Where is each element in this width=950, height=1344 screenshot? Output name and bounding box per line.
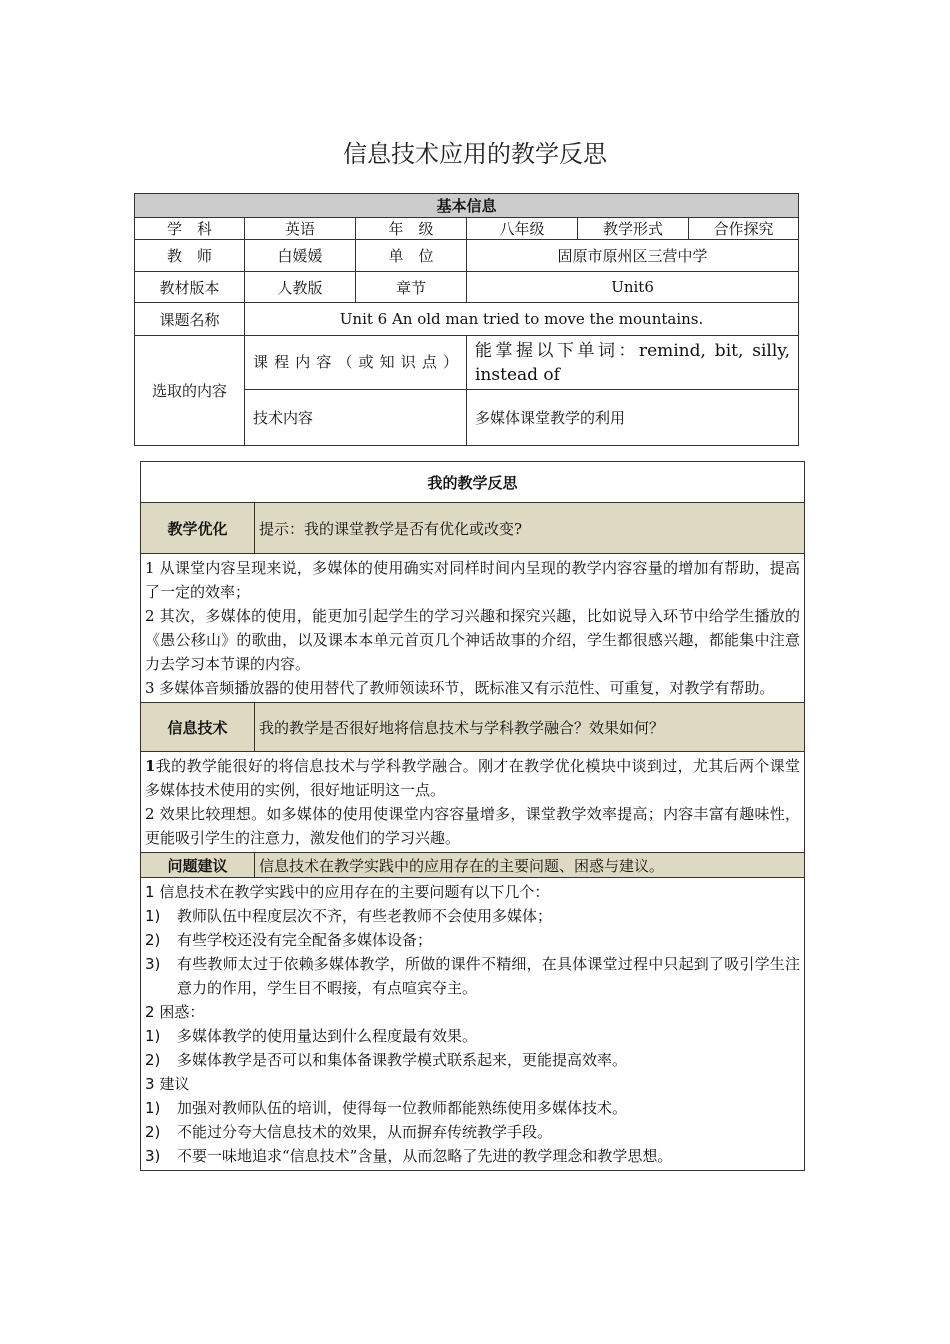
confusion-item <box>145 1048 800 1072</box>
chapter-label: 章节 <box>356 272 467 303</box>
subject-value: 英语 <box>245 218 356 240</box>
topic-label: 课题名称 <box>135 303 245 336</box>
advice-item-number: 1) <box>145 1099 161 1117</box>
course-content-label: 课程内容（或知识点） <box>245 336 467 390</box>
teaching-form-value: 合作探究 <box>689 218 799 240</box>
problem-text: 有些教师太过于依赖多媒体教学，所做的课件不精细，在具体课堂过程中只起到了吸引学生注意力的作用，学生目不暇接，有点喧宾夺主。 <box>177 955 801 997</box>
edition-label: 教材版本 <box>135 272 245 303</box>
advice-item <box>145 1144 800 1168</box>
edition-value: 人教版 <box>245 272 356 303</box>
problem-item <box>145 928 800 952</box>
issues-intro-text: 信息技术在教学实践中的应用存在的主要问题有以下几个： <box>154 883 550 901</box>
advice-heading <box>145 1072 800 1096</box>
issues-intro <box>145 880 800 904</box>
problem-number: 3) <box>145 955 161 973</box>
problem-item <box>145 904 800 928</box>
selected-content-label: 选取的内容 <box>135 336 245 446</box>
unit-label: 单 位 <box>356 240 467 272</box>
advice-item <box>145 1096 800 1120</box>
basic-info-header: 基本信息 <box>135 194 799 218</box>
advice-item <box>145 1120 800 1144</box>
info-tech-paragraph-2: 2 效果比较理想。如多媒体的使用使课堂内容容量增多，课堂教学效率提高；内容丰富有趣味性，更能吸引学生的注意力，激发他们的学习兴趣。 <box>145 805 801 847</box>
advice-item-number: 3) <box>145 1147 161 1165</box>
confusion-heading-text: 困惑： <box>154 1003 205 1021</box>
optimization-prompt: 提示：我的课堂教学是否有优化或改变? <box>255 503 805 554</box>
confusion-item <box>145 1024 800 1048</box>
advice-item-text: 不能过分夸大信息技术的效果，从而摒弃传统教学手段。 <box>177 1123 553 1141</box>
tech-content-value: 多媒体课堂教学的利用 <box>467 390 799 446</box>
unit-value: 固原市原州区三营中学 <box>467 240 799 272</box>
teacher-label: 教 师 <box>135 240 245 272</box>
course-content-value: 能掌握以下单词：remind, bit, silly, instead of <box>467 336 799 390</box>
info-tech-paragraph-1-text: 我的教学能很好的将信息技术与学科教学融合。刚才在教学优化模块中谈到过，尤其后两个课堂多媒体技术使用的实例，很好地证明这一点。 <box>145 757 801 799</box>
optimization-paragraph-1: 1 从课堂内容呈现来说，多媒体的使用确实对同样时间内呈现的教学内容容量的增加有帮助，提高了一定的效率； <box>145 559 801 601</box>
confusion-number: 2 <box>145 1003 155 1021</box>
problem-text: 教师队伍中程度层次不齐，有些老教师不会使用多媒体； <box>177 907 553 925</box>
confusion-item-text: 多媒体教学的使用量达到什么程度最有效果。 <box>177 1027 478 1045</box>
confusion-heading <box>145 1000 800 1024</box>
info-tech-paragraph-1 <box>145 754 800 802</box>
info-tech-label: 信息技术 <box>141 703 255 752</box>
confusion-item-text: 多媒体教学是否可以和集体备课教学模式联系起来，更能提高效率。 <box>177 1051 628 1069</box>
reflection-header: 我的教学反思 <box>141 462 805 503</box>
tech-content-label: 技术内容 <box>245 390 467 446</box>
issues-label: 问题建议 <box>141 853 255 878</box>
reflection-table <box>140 461 805 1171</box>
issues-body <box>141 878 805 1171</box>
grade-label: 年 级 <box>356 218 467 240</box>
optimization-label: 教学优化 <box>141 503 255 554</box>
optimization-body <box>141 554 805 703</box>
advice-heading-text: 建议 <box>154 1075 190 1093</box>
page-title: 信息技术应用的教学反思 <box>343 140 607 168</box>
issues-prompt: 信息技术在教学实践中的应用存在的主要问题、困惑与建议。 <box>255 853 805 878</box>
confusion-item-number: 1) <box>145 1027 161 1045</box>
problem-number: 2) <box>145 931 161 949</box>
problem-number: 1) <box>145 907 161 925</box>
teacher-value: 白媛媛 <box>245 240 356 272</box>
topic-value: Unit 6 An old man tried to move the mountains. <box>245 303 799 336</box>
info-tech-body <box>141 752 805 853</box>
info-tech-prompt: 我的教学是否很好地将信息技术与学科教学融合？效果如何？ <box>255 703 805 752</box>
problem-text: 有些学校还没有完全配备多媒体设备； <box>177 931 433 949</box>
basic-info-table <box>134 193 799 446</box>
grade-value: 八年级 <box>467 218 578 240</box>
advice-item-text: 加强对教师队伍的培训，使得每一位教师都能熟练使用多媒体技术。 <box>177 1099 628 1117</box>
problem-item <box>145 952 800 1000</box>
issues-intro-number: 1 <box>145 883 155 901</box>
chapter-value: Unit6 <box>467 272 799 303</box>
subject-label: 学 科 <box>135 218 245 240</box>
advice-number: 3 <box>145 1075 155 1093</box>
advice-item-text: 不要一味地追求“信息技术”含量，从而忽略了先进的教学理念和教学思想。 <box>177 1147 673 1165</box>
advice-item-number: 2) <box>145 1123 161 1141</box>
optimization-paragraph-3: 3 多媒体音频播放器的使用替代了教师领读环节，既标准又有示范性、可重复，对教学有帮助。 <box>145 679 775 697</box>
info-tech-paragraph-1-number: 1 <box>145 757 156 775</box>
optimization-paragraph-2: 2 其次，多媒体的使用，能更加引起学生的学习兴趣和探究兴趣，比如说导入环节中给学生播放的《愚公移山》的歌曲，以及课本本单元首页几个神话故事的介绍，学生都很感兴趣，都能集中注意力去学习本节课的内容。 <box>145 607 801 673</box>
confusion-item-number: 2) <box>145 1051 161 1069</box>
teaching-form-label: 教学形式 <box>578 218 689 240</box>
